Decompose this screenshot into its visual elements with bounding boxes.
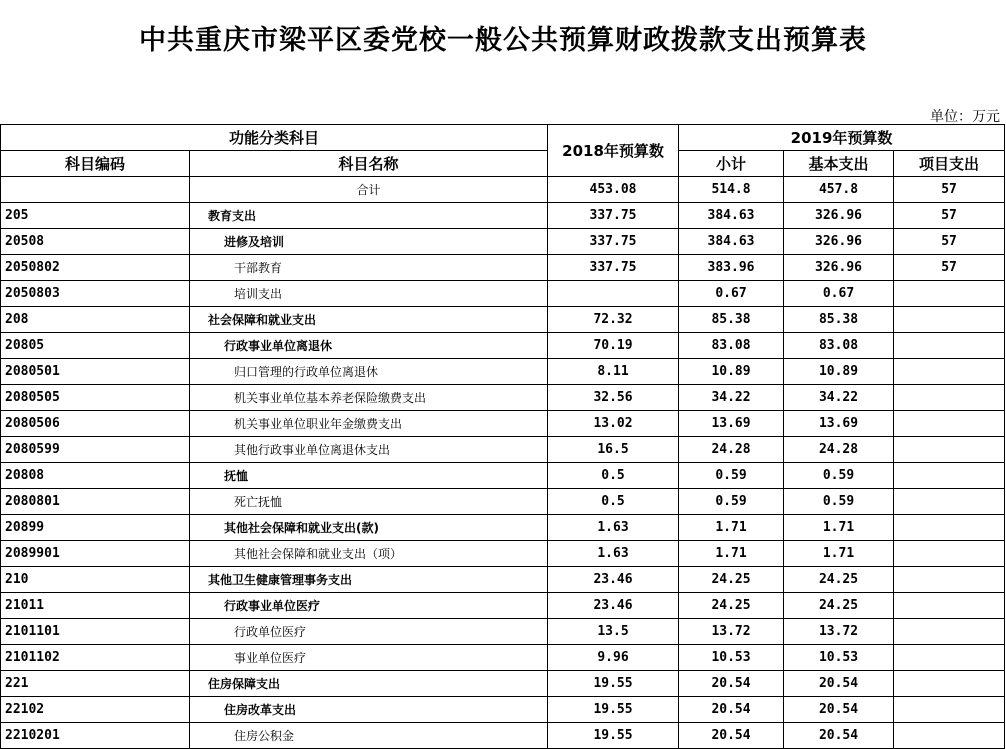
row-code: 210 [1,567,190,593]
row-basic: 0.59 [784,489,894,515]
table-row [1,723,1005,749]
table-row [1,619,1005,645]
table-row [1,359,1005,385]
row-name: 事业单位医疗 [190,645,548,671]
table-row [1,281,1005,307]
header-budget-2018: 2018年预算数 [548,125,679,177]
row-budget-2018: 9.96 [548,645,679,671]
row-project: 57 [894,203,1005,229]
row-project [894,437,1005,463]
row-budget-2018: 13.5 [548,619,679,645]
row-project [894,567,1005,593]
row-subtotal: 13.72 [679,619,784,645]
row-code: 2210201 [1,723,190,749]
row-basic: 20.54 [784,723,894,749]
row-name: 归口管理的行政单位离退休 [190,359,548,385]
row-project [894,411,1005,437]
row-name: 住房公积金 [190,723,548,749]
row-budget-2018: 0.5 [548,489,679,515]
row-code: 2080801 [1,489,190,515]
row-subtotal: 20.54 [679,697,784,723]
row-project: 57 [894,177,1005,203]
row-basic: 83.08 [784,333,894,359]
row-code: 208 [1,307,190,333]
table-row [1,307,1005,333]
row-basic: 24.28 [784,437,894,463]
row-code: 2089901 [1,541,190,567]
row-project [894,489,1005,515]
row-basic: 0.59 [784,463,894,489]
row-basic: 10.89 [784,359,894,385]
row-basic: 10.53 [784,645,894,671]
row-budget-2018: 453.08 [548,177,679,203]
row-name: 行政单位医疗 [190,619,548,645]
row-code: 2080501 [1,359,190,385]
table-row [1,463,1005,489]
header-name: 科目名称 [190,151,548,177]
row-code: 20808 [1,463,190,489]
table-row [1,177,1005,203]
row-budget-2018: 337.75 [548,255,679,281]
row-subtotal: 384.63 [679,229,784,255]
page-title: 中共重庆市梁平区委党校一般公共预算财政拨款支出预算表 [139,25,867,56]
row-project [894,593,1005,619]
row-name: 其他行政事业单位离退休支出 [190,437,548,463]
table-row [1,697,1005,723]
row-code: 2080506 [1,411,190,437]
row-budget-2018: 19.55 [548,697,679,723]
row-code: 2080505 [1,385,190,411]
row-budget-2018: 0.5 [548,463,679,489]
row-project [894,307,1005,333]
row-name: 社会保障和就业支出 [190,307,548,333]
row-code: 2101102 [1,645,190,671]
row-name: 住房改革支出 [190,697,548,723]
table-row [1,489,1005,515]
table-row [1,541,1005,567]
row-name: 干部教育 [190,255,548,281]
row-code: 20899 [1,515,190,541]
row-basic: 1.71 [784,515,894,541]
row-subtotal: 34.22 [679,385,784,411]
row-basic: 13.72 [784,619,894,645]
row-budget-2018 [548,281,679,307]
row-project [894,463,1005,489]
row-subtotal: 85.38 [679,307,784,333]
row-budget-2018: 23.46 [548,567,679,593]
table-row [1,567,1005,593]
row-budget-2018: 23.46 [548,593,679,619]
row-project [894,619,1005,645]
row-code: 2050802 [1,255,190,281]
row-code: 2080599 [1,437,190,463]
row-budget-2018: 16.5 [548,437,679,463]
row-code: 221 [1,671,190,697]
row-subtotal: 20.54 [679,671,784,697]
row-subtotal: 383.96 [679,255,784,281]
table-row [1,515,1005,541]
row-basic: 20.54 [784,697,894,723]
row-name: 培训支出 [190,281,548,307]
row-project [894,385,1005,411]
row-subtotal: 13.69 [679,411,784,437]
table-body [1,177,1005,749]
table-row [1,229,1005,255]
row-name: 行政事业单位医疗 [190,593,548,619]
table-row [1,645,1005,671]
header-code: 科目编码 [1,151,190,177]
row-subtotal: 20.54 [679,723,784,749]
row-subtotal: 24.25 [679,567,784,593]
header-project: 项目支出 [894,151,1005,177]
row-subtotal: 1.71 [679,541,784,567]
row-basic: 457.8 [784,177,894,203]
row-budget-2018: 19.55 [548,671,679,697]
row-subtotal: 10.53 [679,645,784,671]
row-subtotal: 24.25 [679,593,784,619]
row-budget-2018: 13.02 [548,411,679,437]
header-subject-group: 功能分类科目 [1,125,548,151]
row-subtotal: 514.8 [679,177,784,203]
row-subtotal: 1.71 [679,515,784,541]
row-basic: 0.67 [784,281,894,307]
row-name: 进修及培训 [190,229,548,255]
row-budget-2018: 1.63 [548,541,679,567]
table-row [1,203,1005,229]
row-name: 机关事业单位职业年金缴费支出 [190,411,548,437]
header-subtotal: 小计 [679,151,784,177]
row-name: 其他卫生健康管理事务支出 [190,567,548,593]
row-project [894,645,1005,671]
row-name: 住房保障支出 [190,671,548,697]
table-row [1,593,1005,619]
row-subtotal: 384.63 [679,203,784,229]
row-name: 死亡抚恤 [190,489,548,515]
row-budget-2018: 32.56 [548,385,679,411]
row-project [894,723,1005,749]
table-row [1,255,1005,281]
table-row [1,437,1005,463]
row-code: 205 [1,203,190,229]
header-basic: 基本支出 [784,151,894,177]
row-name: 机关事业单位基本养老保险缴费支出 [190,385,548,411]
row-name: 行政事业单位离退休 [190,333,548,359]
row-budget-2018: 19.55 [548,723,679,749]
row-basic: 326.96 [784,229,894,255]
unit-label: 单位：万元 [930,109,1000,125]
row-code: 2101101 [1,619,190,645]
row-basic: 20.54 [784,671,894,697]
row-project [894,697,1005,723]
row-budget-2018: 1.63 [548,515,679,541]
row-project: 57 [894,255,1005,281]
row-code: 22102 [1,697,190,723]
row-project [894,671,1005,697]
row-basic: 13.69 [784,411,894,437]
row-basic: 34.22 [784,385,894,411]
row-name: 其他社会保障和就业支出(款) [190,515,548,541]
row-budget-2018: 72.32 [548,307,679,333]
row-project [894,541,1005,567]
row-basic: 85.38 [784,307,894,333]
row-budget-2018: 337.75 [548,203,679,229]
budget-table [0,124,1005,749]
row-code: 21011 [1,593,190,619]
row-budget-2018: 8.11 [548,359,679,385]
row-code: 20508 [1,229,190,255]
table-row [1,385,1005,411]
row-subtotal: 0.67 [679,281,784,307]
row-subtotal: 24.28 [679,437,784,463]
row-subtotal: 10.89 [679,359,784,385]
row-subtotal: 0.59 [679,489,784,515]
row-code: 20805 [1,333,190,359]
row-basic: 1.71 [784,541,894,567]
table-row [1,333,1005,359]
row-subtotal: 0.59 [679,463,784,489]
row-basic: 24.25 [784,593,894,619]
row-name: 其他社会保障和就业支出（项） [190,541,548,567]
row-project [894,281,1005,307]
row-code [1,177,190,203]
row-code: 2050803 [1,281,190,307]
row-basic: 24.25 [784,567,894,593]
row-project: 57 [894,229,1005,255]
row-project [894,359,1005,385]
row-project [894,333,1005,359]
table-row [1,411,1005,437]
row-budget-2018: 337.75 [548,229,679,255]
row-name: 教育支出 [190,203,548,229]
table-row [1,671,1005,697]
row-budget-2018: 70.19 [548,333,679,359]
row-basic: 326.96 [784,255,894,281]
header-budget-2019: 2019年预算数 [679,125,1005,151]
row-name: 合计 [190,177,548,203]
row-subtotal: 83.08 [679,333,784,359]
row-project [894,515,1005,541]
row-basic: 326.96 [784,203,894,229]
row-name: 抚恤 [190,463,548,489]
